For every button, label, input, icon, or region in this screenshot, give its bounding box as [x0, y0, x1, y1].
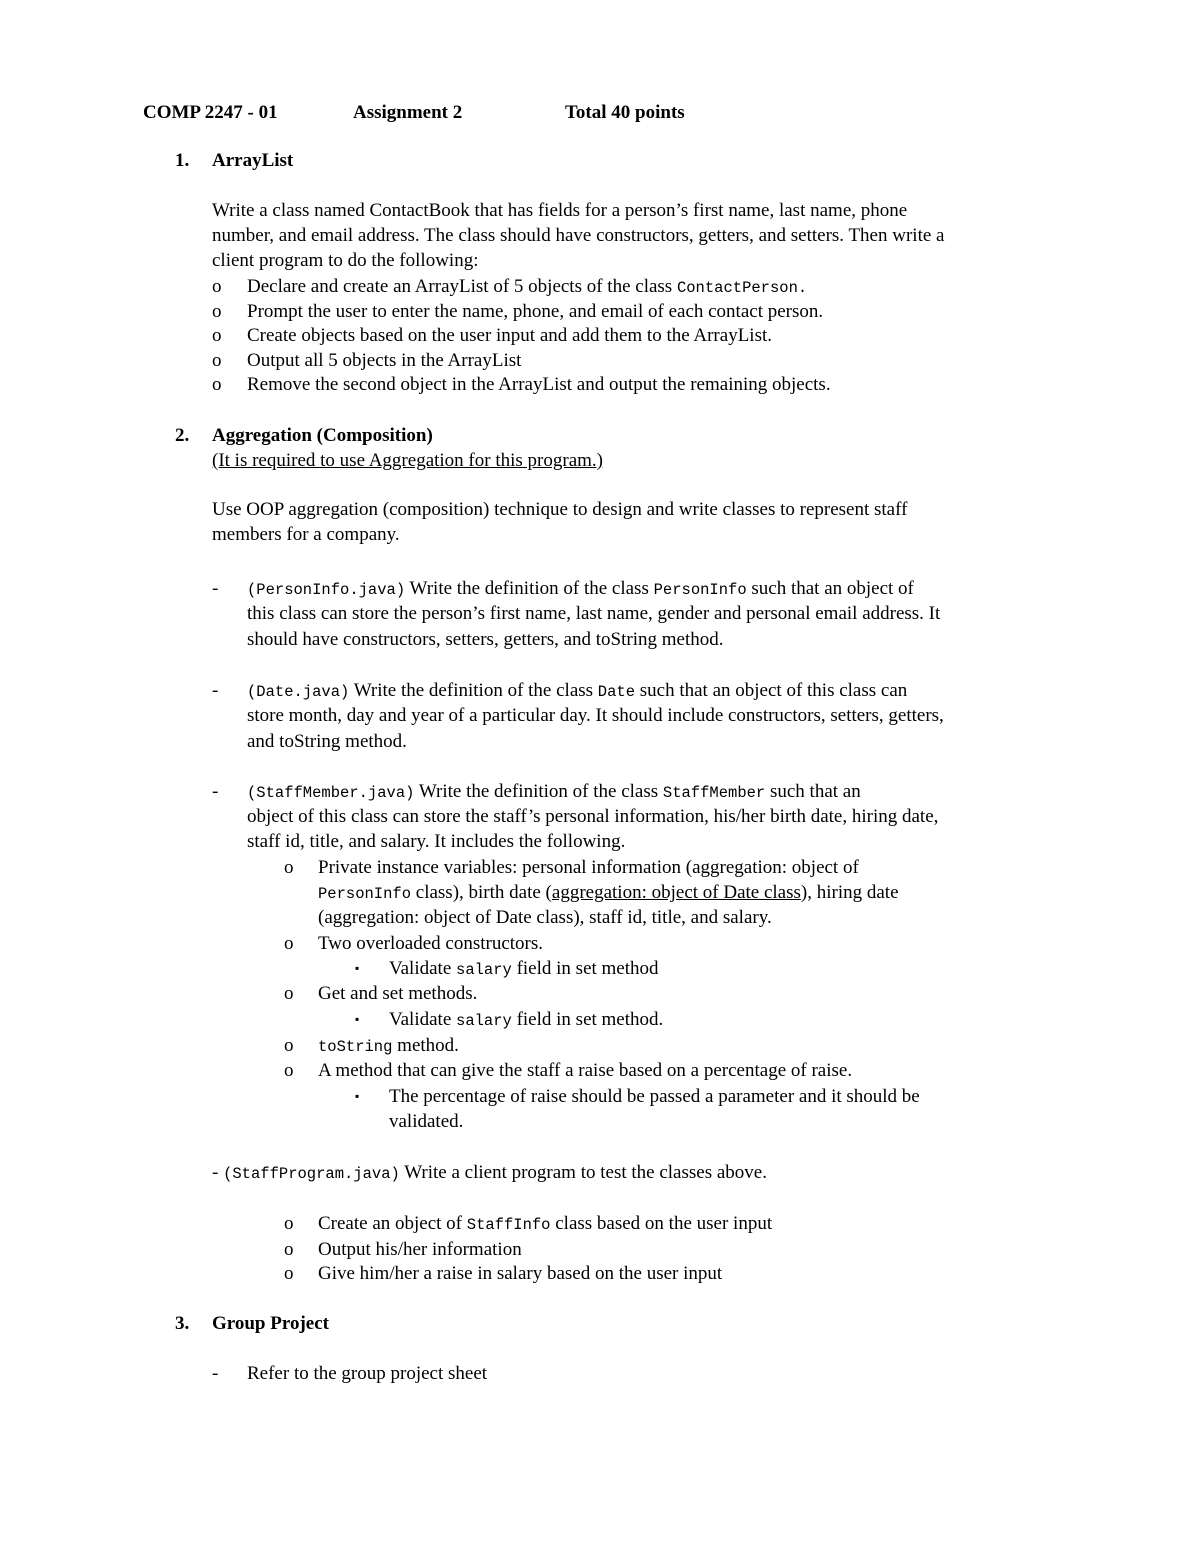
bullet-square: ▪: [355, 1089, 360, 1103]
sub-item-line: [318, 883, 899, 903]
section-1-number: 1.: [175, 150, 190, 171]
assignment-title: Assignment 2: [353, 102, 463, 123]
code-file-name: (Date.java): [247, 683, 350, 701]
sub-sub-item: [389, 1010, 663, 1030]
code-class-name: StaffInfo: [466, 1216, 551, 1234]
bullet-o: o: [284, 857, 294, 878]
item-text: such that an object of this class can: [635, 680, 908, 701]
code-class-name: PersonInfo: [653, 581, 747, 599]
requirement-note: (It is required to use Aggregation for this program.): [212, 450, 603, 471]
item-text: ), hiring date: [800, 882, 899, 903]
course-code: COMP 2247 - 01: [143, 102, 278, 123]
section-1-paragraph-line: number, and email address. The class should have constructors, getters, and setters. Then write a: [212, 225, 945, 246]
bullet-dash: -: [212, 578, 219, 599]
code-method-name: toString: [318, 1038, 393, 1056]
bullet-o: o: [284, 1213, 294, 1234]
bullet-o: o: [212, 301, 222, 322]
item-text: Validate: [389, 1009, 457, 1030]
code-field-name: salary: [456, 961, 512, 979]
bullet-o: o: [212, 325, 222, 346]
sub-sub-item: [389, 959, 659, 979]
code-class-name: ContactPerson.: [676, 279, 808, 297]
section-1-paragraph-line: client program to do the following:: [212, 250, 479, 271]
sub-item: Get and set methods.: [318, 983, 478, 1004]
item-text: field in set method: [511, 958, 659, 979]
bullet-square: ▪: [355, 961, 360, 975]
list-item-text: Declare and create an ArrayList of 5 objects of the class: [247, 276, 677, 297]
date-line: store month, day and year of a particular day. It should include constructors, setters, getters,: [247, 705, 944, 726]
item-text: field in set method.: [511, 1009, 664, 1030]
bullet-dash: -: [212, 1363, 219, 1384]
bullet-o: o: [284, 933, 294, 954]
sub-item: Give him/her a raise in salary based on the user input: [318, 1263, 723, 1284]
list-item: Output all 5 objects in the ArrayList: [247, 350, 522, 371]
list-item: Remove the second object in the ArrayList and output the remaining objects.: [247, 374, 831, 395]
personinfo-line: this class can store the person’s first name, last name, gender and personal email address. It: [247, 603, 941, 624]
sub-item: Private instance variables: personal information (aggregation: object of: [318, 857, 859, 878]
sub-item: Output his/her information: [318, 1239, 522, 1260]
bullet-square: ▪: [355, 1012, 360, 1026]
sub-item-line: (aggregation: object of Date class), staff id, title, and salary.: [318, 907, 772, 928]
item-text: Create an object of: [318, 1213, 467, 1234]
code-field-name: salary: [456, 1012, 512, 1030]
staffmember-item: [247, 782, 861, 802]
code-file-name: (StaffMember.java): [247, 784, 415, 802]
section-2-intro-line: members for a company.: [212, 524, 400, 545]
staffprogram-item: [212, 1163, 767, 1183]
sub-item: A method that can give the staff a raise based on a percentage of raise.: [318, 1060, 853, 1081]
section-3-title: Group Project: [212, 1313, 329, 1334]
code-class-name: Date: [597, 683, 636, 701]
bullet-o: o: [212, 374, 222, 395]
personinfo-line: should have constructors, setters, getters, and toString method.: [247, 629, 724, 650]
item-text: Write a client program to test the classes above.: [399, 1162, 767, 1183]
underlined-text: aggregation: object of Date class: [551, 882, 801, 903]
bullet-o: o: [212, 276, 222, 297]
bullet-o: o: [284, 1060, 294, 1081]
item-text: method.: [392, 1035, 459, 1056]
sub-item: [318, 1214, 772, 1234]
bullet-o: o: [284, 1263, 294, 1284]
bullet-o: o: [284, 983, 294, 1004]
list-item: Prompt the user to enter the name, phone, and email of each contact person.: [247, 301, 824, 322]
sub-item: Two overloaded constructors.: [318, 933, 544, 954]
code-file-name: (StaffProgram.java): [223, 1165, 400, 1183]
staffmember-line: object of this class can store the staff’s personal information, his/her birth date, hiring date,: [247, 806, 939, 827]
code-class-name: PersonInfo: [318, 885, 412, 903]
personinfo-item: [247, 579, 914, 599]
section-3-number: 3.: [175, 1313, 190, 1334]
list-item: [247, 277, 807, 297]
item-text: class), birth date (: [411, 882, 552, 903]
item-text: such that an: [765, 781, 861, 802]
section-2-intro-line: Use OOP aggregation (composition) technique to design and write classes to represent staff: [212, 499, 908, 520]
item-text: Write the definition of the class: [405, 578, 654, 599]
item-text: Validate: [389, 958, 457, 979]
bullet-o: o: [212, 350, 222, 371]
total-points: Total 40 points: [565, 102, 685, 123]
bullet-dash: -: [212, 1162, 219, 1183]
sub-sub-item-line: validated.: [389, 1111, 464, 1132]
item-text: Write the definition of the class: [414, 781, 663, 802]
item-text: Write the definition of the class: [349, 680, 598, 701]
code-class-name: StaffMember: [662, 784, 766, 802]
sub-item: [318, 1036, 459, 1056]
item-text: class based on the user input: [550, 1213, 773, 1234]
section-2-title: Aggregation (Composition): [212, 425, 433, 446]
bullet-dash: -: [212, 781, 219, 802]
code-file-name: (PersonInfo.java): [247, 581, 406, 599]
section-1-title: ArrayList: [212, 150, 294, 171]
section-2-number: 2.: [175, 425, 190, 446]
bullet-dash: -: [212, 680, 219, 701]
list-item: Refer to the group project sheet: [247, 1363, 488, 1384]
section-1-paragraph-line: Write a class named ContactBook that has fields for a person’s first name, last name, phone: [212, 200, 908, 221]
staffmember-line: staff id, title, and salary. It includes the following.: [247, 831, 626, 852]
date-item: [247, 681, 907, 701]
bullet-o: o: [284, 1239, 294, 1260]
date-line: and toString method.: [247, 731, 407, 752]
item-text: such that an object of: [746, 578, 914, 599]
list-item: Create objects based on the user input and add them to the ArrayList.: [247, 325, 772, 346]
sub-sub-item: The percentage of raise should be passed a parameter and it should be: [389, 1086, 920, 1107]
bullet-o: o: [284, 1035, 294, 1056]
